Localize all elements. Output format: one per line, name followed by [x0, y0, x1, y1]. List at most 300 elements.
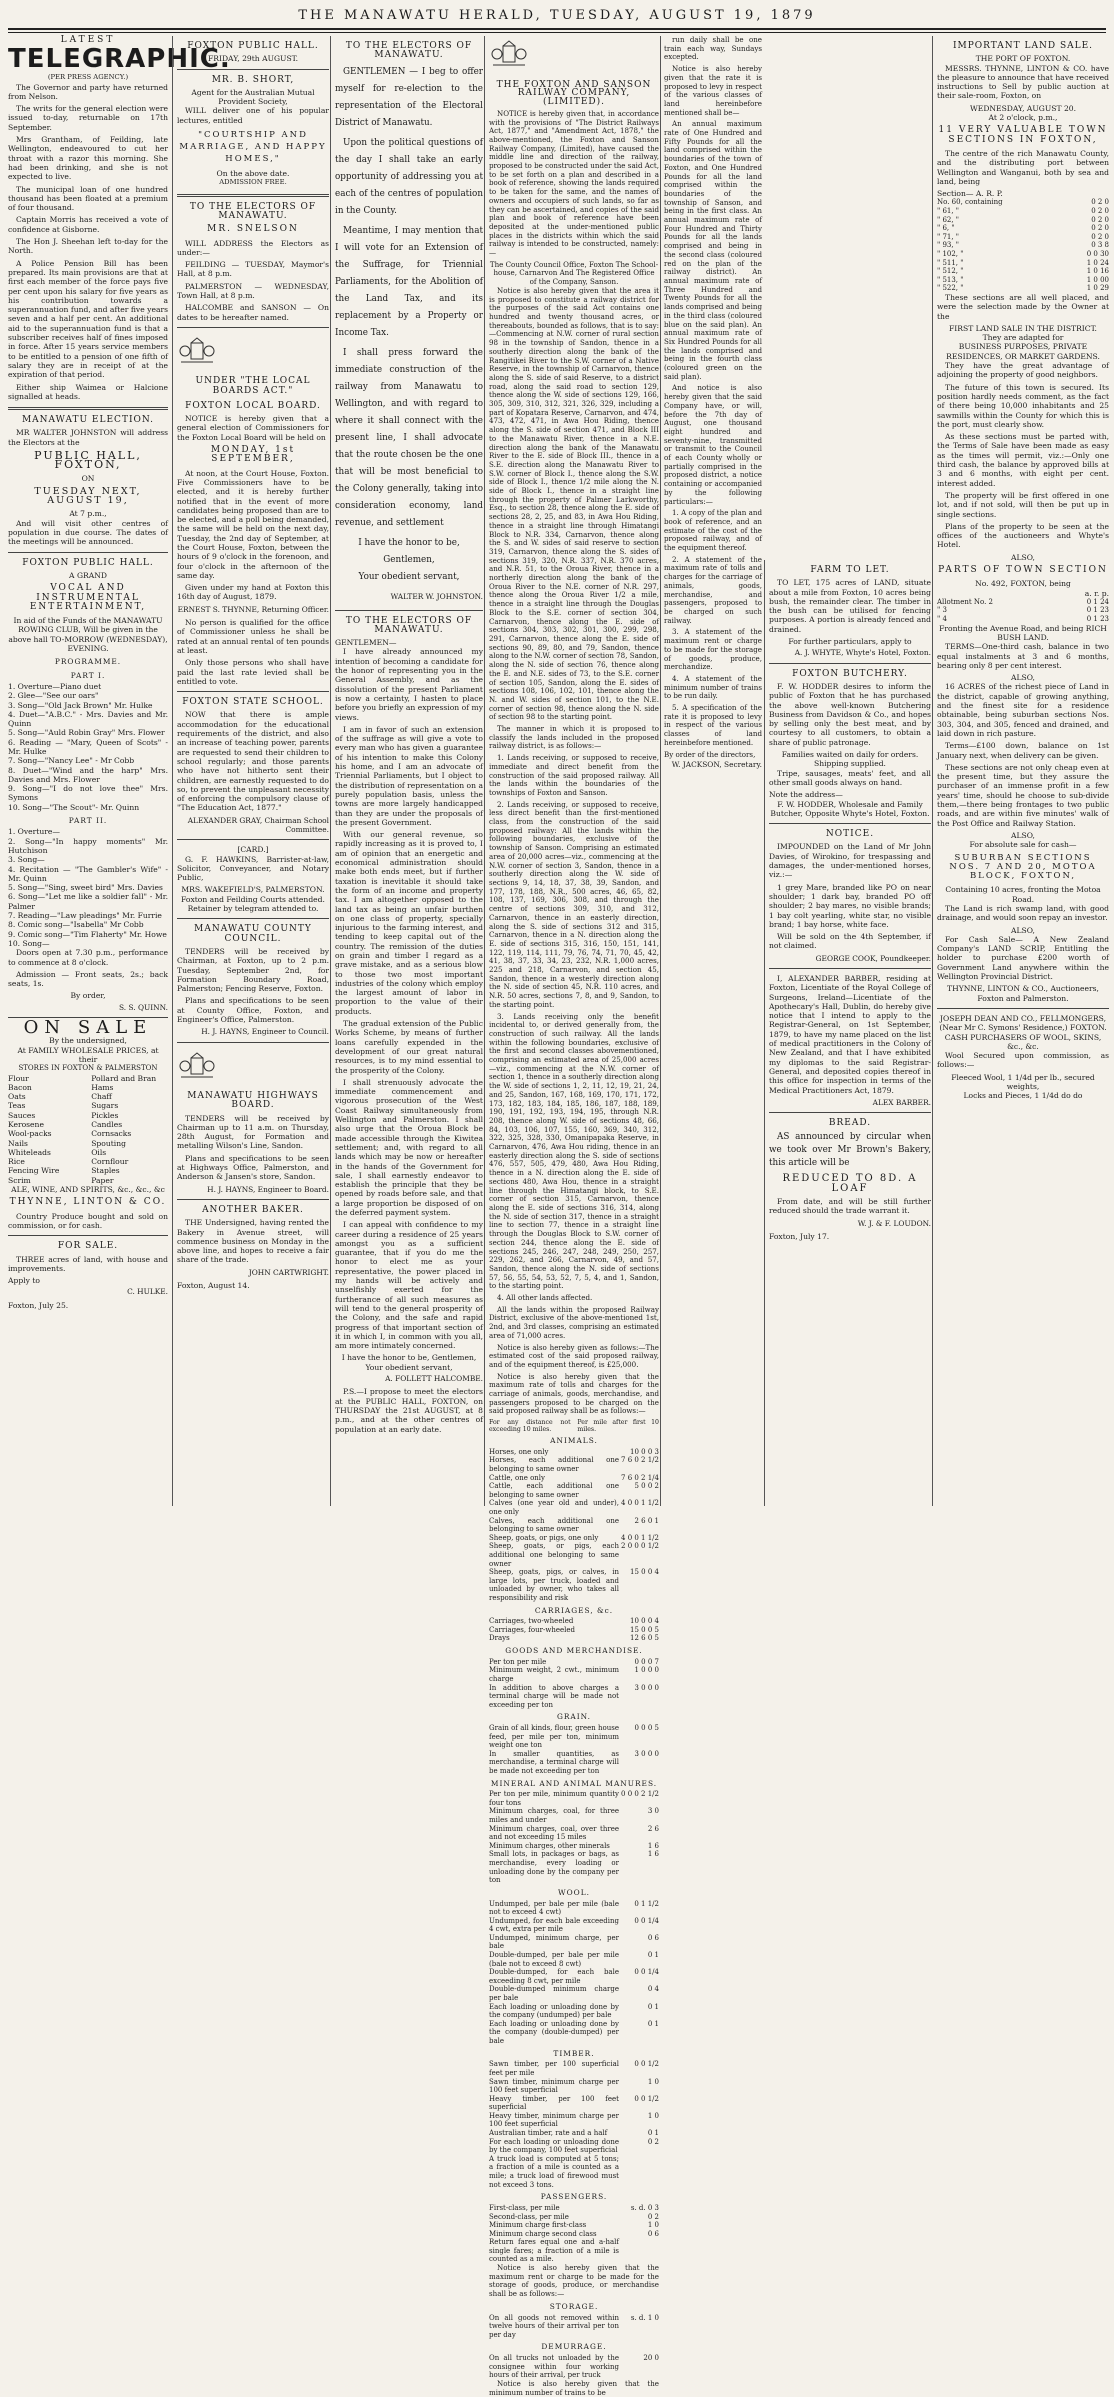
rate-value: 0 0 0 5 [634, 1724, 659, 1733]
rate-value: 0 0 1/4 [634, 1916, 659, 1925]
programme-item: 5. Song—"Sing, sweet bird" Mrs. Davies [8, 883, 163, 893]
horses: 1 grey Mare, branded like PO on near shoulder; 1 dark bay, branded PO off shoulder; 2 bay mares, no visible brands; 1 bay colt yearling, white star, no visible brand; 1 bay horse, white face. [769, 882, 931, 929]
rate-value: 5 0 0 2 [634, 1482, 659, 1491]
business-purposes: BUSINESS PURPOSES, PRIVATE RESIDENCES, OR MARKET GARDENS. [946, 342, 1100, 361]
grain-table [489, 1724, 659, 1776]
rate-label: Per ton per mile, minimum quantity four tons [489, 1790, 619, 1807]
rate-label: Sheep, goats, or pigs, one only [489, 1533, 599, 1542]
concert-details: In aid of the Funds of the MANAWATU ROWING CLUB, Will be given in the above hall TO-MORROW (WEDNESDAY), EVENING. [8, 616, 168, 654]
swamp-land: The Land is rich swamp land, with good drainage, and would soon repay an investor. [937, 903, 1109, 923]
rate-label: " 93, " [937, 241, 960, 250]
rate-row [489, 1917, 659, 1934]
signature-gray: ALEXANDER GRAY, Chairman School Committee. [187, 815, 329, 834]
rate-label: " 61, " [937, 207, 960, 216]
electors-heading-johnston: TO THE ELECTORS OF MANAWATU. [345, 41, 473, 61]
rate-label: Minimum charges, other minerals [489, 1841, 610, 1850]
rate-row [489, 2112, 659, 2129]
letter-paragraph: Upon the political questions of the day I shall take an early opportunity of addressing you at each of the centres of population in the County. [335, 137, 483, 216]
rate-value: 1 0 [647, 2221, 659, 2230]
rate-row [489, 1807, 659, 1824]
programme-item: 7. Reading—"Law pleadings" Mr. Furrie [8, 911, 162, 921]
suburban-sections: SUBURBAN SECTIONS NOS. 7 AND 20, MOTOA BLOCK, FOXTON, [949, 852, 1097, 882]
rate-value: 0 1 24 [1086, 597, 1109, 606]
rate-row [937, 284, 1109, 293]
goods-row [8, 1120, 168, 1129]
election-time: At 7 p.m., [69, 509, 107, 519]
goods-item: Kerosene [8, 1119, 44, 1129]
letter-paragraph: I shall strenuously advocate the immediate commencement and vigorous prosecution of the West Coast Railway simultaneously from Wellington and Palmerston. I shall also urge that the Oroua Block be made accessible through the Kiwitea settlement; and, with regard to all lands which may be now or hereafter in the hands of the Government for sale, I shall earnestly endeavor to establish the principle that they be opened by roads before sale, and that a large proportion be disposed of on the deferred payment system. [335, 1077, 483, 1217]
will-deliver: WILL deliver one of his popular lectures, entitled [177, 106, 329, 125]
railway-route: Notice is also hereby given that the area it is proposed to constitute a railway district for the purposes of the said Act contains one hundred and twenty thousand acres, or thereabouts, bounded as follows, that is to say:—Commencing at N.W. corner of rural section 98 in the township of Sandon, thence in a southerly direction along the bank of the Rangitikei River to the S.W. corner of a Native Reserve, in the township of Carnarvon, thence along the S. side of said Reserve, to a district road, along the said road to section 129, thence along the W. side of sections 129, 166, 305, 309, 310, 312, 321, 326, 329, including a part of Kopatara Reserve, Carnarvon, and 474, 473, 472, 471, in Awa Hou Riding, thence along the S. side of section 471, and Block III to the Manawatu River, thence in a N.E. direction along the bank of the Manawatu River to the E. side of Block III., thence in a S.E. direction along the Manawatu River to S.W. corner of Block I., thence along the S.W. side of Block I., thence 1/2 mile along the N. side of Block I., thence in a straight line through the property of Palmer Larkworthy, Esq., to section 28, thence along the E. side of sections 28, 2, 25, and 83, in Awa Hou Riding, thence in a straight line through Himatangi Block to N.R. 334, Carnarvon, thence along the S. and W. sides of said reserve to section 319, Carnarvon, thence along the S. sides of sections 319, 320, N.R. 337, N.R. 370 acres, and N.R. 51, to the Oroua River, thence in a northerly direction along the bank of the Oroua River to the N.E. corner of N.R. 297, thence along the Oroua River 1/2 a mile, thence in a straight line through the Douglas Block to the S.E. corner of section 304, Carnarvon, thence along the E. side of sections 304, 303, 302, 301, 300, 299, 298, 291, Carnarvon, thence along the E. side of sections 90, 89, 80, and 79, Sandon, thence along to the N.W. corner of section 78, Sandon, along the N. side of section 76, thence along the E. and N.E. sides of 73, to the S.E. corner of section 105, Sandon, along the E. sides of sections 108, 106, 102, 101, thence along the N. and W. sides of section 101, to the N.E. corner of section 98, thence along the N. side of section 98 to the starting point. [489, 285, 660, 722]
absolute-sale: For absolute sale for cash— [969, 840, 1077, 850]
programme-item: 2. Song—"In happy moments" Mr. Hutchison [8, 836, 168, 855]
rate-label: Minimum weight, 2 cwt., minimum charge [489, 1666, 619, 1683]
rate-label: Cattle, one only [489, 1473, 545, 1482]
hall-heading: FOXTON PUBLIC HALL. [22, 557, 154, 568]
programme-item: 5. Song—"Auld Robin Gray" Mrs. Flower [8, 728, 165, 738]
divider [177, 918, 329, 919]
letter-paragraph: I am in favor of such an extension of the suffrage as will give a vote to every man who has given a guarantee of his intention to make this Colony his home, and I am an advocate of Triennial Parliaments, but I object to the distribution of representation on a purely population basis, unless the towns are more largely handicapped than they are under the proposals of the present Government. [335, 724, 483, 827]
rate-value: 0 1 [647, 2019, 659, 2028]
rate-label: Undumped, per bale per mile (bale not to exceed 4 cwt) [489, 1899, 619, 1917]
rate-value: 2 0 0 0 1/2 [621, 1542, 659, 1551]
rate-label: In addition to above charges a terminal charge will be made not exceeding per ton [489, 1683, 619, 1709]
goods-item: Flour [8, 1073, 29, 1083]
rate-label: " 4 [937, 615, 947, 624]
letter-paragraph: GENTLEMEN — I beg to offer myself for re-election to the representation of the Electoral District of Manawatu. [335, 66, 483, 128]
parts-of-town: PARTS OF TOWN SECTION [938, 565, 1108, 575]
rate-label: Sheep, goats, or pigs, each additional one belonging to same owner [489, 1542, 619, 1568]
impounded: IMPOUNDED on the Land of Mr John Davies, of Wirokino, for trespassing and damages, the under-mentioned horses, viz.:— [769, 842, 931, 880]
board-notice: NOTICE is hereby given that a general election of Commissioners for the Foxton Local Board will be held on [177, 414, 329, 442]
rate-row [937, 267, 1109, 276]
rate-row [489, 1482, 659, 1499]
county-council-heading: MANAWATU COUNTY COUNCIL. [194, 924, 312, 944]
news-item: The municipal loan of one hundred thousand has been floated at a premium of four thousand. [8, 184, 168, 213]
electors-heading-halcombe: TO THE ELECTORS OF MANAWATU. [345, 615, 473, 635]
rate-label: On all goods not removed within twelve hours of their arrival per ton per day [489, 2313, 619, 2339]
fronting: Fronting the Avenue Road, and being RICH BUSH LAND. [939, 623, 1107, 642]
rate-value: 0 2 0 [1091, 215, 1109, 224]
divider [769, 1112, 931, 1113]
part-1-list [8, 682, 168, 812]
servant: Your obedient servant, [358, 571, 460, 582]
rate-row [489, 2138, 659, 2155]
rate-row [489, 2003, 659, 2020]
rate-value: 0 2 0 [1091, 224, 1109, 233]
goods-item: Staples [91, 1166, 120, 1176]
goods-row [8, 1166, 168, 1175]
rate-value: 10 0 0 4 [630, 1617, 659, 1626]
signature-hayns: H. J. HAYNS, Engineer to Council. [201, 1027, 329, 1037]
sale-body: MESSRS. THYNNE, LINTON & CO. have the pleasure to announce that have received instructions to Sell by public auction at their sale-room, Foxton, on [937, 63, 1109, 101]
rate-value: 0 1 [647, 2129, 659, 2138]
part-2-heading: PART II. [68, 816, 108, 826]
goods-item: Hams [91, 1082, 114, 1092]
rate-value: 4 0 0 1 1/2 [621, 1533, 659, 1542]
short-name: MR. B. SHORT, [211, 74, 295, 85]
plans-council: Plans and specifications to be seen at County Office, Foxton, and Engineer's Office, Palmerston. [177, 996, 329, 1025]
rate-label: Each loading or unloading done by the company (double-dumped) per bale [489, 2019, 619, 2046]
rate-label: " 511, " [937, 258, 964, 267]
rate-value: 1 0 [647, 2077, 659, 2086]
rate-value: 1 6 [647, 1850, 659, 1859]
also-2: ALSO, [1011, 673, 1035, 683]
goods-row [8, 1092, 168, 1101]
rate-label: Minimum charges, coal, for three miles and under [489, 1807, 619, 1825]
rate-row [489, 1934, 659, 1951]
rate-label: Sheep, goats, pigs, or calves, in large lots, per truck, loaded and unloaded by owner, who takes all responsibility and risk [489, 1568, 619, 1602]
rate-label: First-class, per mile [489, 2203, 560, 2212]
tripe: Tripe, sausages, meats' feet, and all other small goods always on hand. [769, 768, 931, 787]
rate-label: In smaller quantities, as merchandise, a terminal charge will be made not exceeding per ton [489, 1749, 619, 1775]
rate-row [489, 1985, 659, 2002]
goods-item: Oats [8, 1092, 26, 1102]
rate-value: 3 0 [647, 1807, 659, 1816]
goods-item: Cornflour [91, 1157, 129, 1167]
rate-value: 0 0 1/2 [634, 2094, 659, 2103]
courts-attended: Foxton and Feilding Courts attended. [181, 894, 325, 904]
carriages-table [489, 1617, 659, 1643]
rate-label: Second-class, per mile [489, 2212, 569, 2221]
butchery-heading: FOXTON BUTCHERY. [792, 668, 908, 679]
rate-row [489, 1658, 659, 1667]
at-two: At 2 o'clock, p.m., [988, 113, 1058, 123]
divider [769, 968, 931, 969]
divider [177, 1199, 329, 1200]
latest-label: LATEST [60, 35, 116, 45]
rate-row [489, 2354, 659, 2380]
signature-barber: ALEX BARBER. [872, 1097, 931, 1107]
wednesday: WEDNESDAY, AUGUST 20. [969, 103, 1077, 113]
foxton-date: Foxton, July 25. [8, 1300, 69, 1310]
rate-row [937, 216, 1109, 225]
ale-wine: ALE, WINE, AND SPIRITS, &c., &c., &c [11, 1185, 165, 1195]
rate-label: Carriages, four-wheeled [489, 1625, 575, 1634]
friday: FRIDAY, 29th AUGUST. [207, 54, 299, 64]
rate-row [489, 1900, 659, 1917]
signature-hulke: C. HULKE. [127, 1287, 168, 1297]
future: The future of this town is secured. Its position hardly needs comment, as the fact of there being 10,000 inhabitants and 25 sawmills within the County for which this is the port, must clearly show. [937, 382, 1109, 429]
telegraphic-heading: TELEGRAPHIC. [8, 44, 231, 75]
divider [177, 327, 329, 328]
terms-of-sale: As these sections must be parted with, the Terms of Sale have been made as easy as the times will permit, viz.:—Only one third cash, the balance by approved bills at 3 and 6 months, with eight per cent. interest added. [937, 432, 1109, 488]
rate-row [489, 2095, 659, 2112]
doors-open: Doors open at 7.30 p.m., performance to commence at 8 o'clock. [8, 948, 168, 967]
signature-cook: GEORGE COOK, Poundkeeper. [815, 953, 931, 963]
signature-johnston: WALTER W. JOHNSTON. [390, 591, 483, 601]
royal-crest-icon [489, 40, 529, 68]
rate-label: Cattle, each additional one belonging to same owner [489, 1482, 619, 1499]
by-order-directors: By order of the directors, [664, 749, 756, 759]
undersigned: By the undersigned, [49, 1036, 127, 1046]
no-492: No. 492, FOXTON, being [975, 579, 1071, 589]
rate-value: 1 0 0 0 [634, 1666, 659, 1675]
news-item: The Governor and party have returned from Nelson. [8, 82, 168, 101]
rate-row [937, 598, 1109, 607]
rate-value: 1 0 16 [1086, 267, 1109, 276]
rate-label: Carriages, two-wheeled [489, 1617, 574, 1626]
letter-paragraph: I shall press forward the immediate construction of the railway from Manawatu to Wellington, and with regard to where it shall connect with the present line, I shall advocate that the route chosen be the one that will be most beneficial to the Colony generally, taking into consideration economy, land revenue, and settlement [335, 347, 483, 528]
bread-heading: BREAD. [828, 1118, 872, 1129]
bread-date: From date, and will be still further reduced should the trade warrant it. [769, 1197, 931, 1216]
land-scrip: For Cash Sale— A New Zealand Company's LAND SCRIP, Entitling the holder to purchase £200 worth of Government Land anywhere within the Wellington Provincial District. [937, 934, 1109, 982]
rate-row [489, 2078, 659, 2095]
bread-reduced: REDUCED TO 8D. A LOAF [782, 1173, 918, 1194]
toll-header-a: For any distance not exceeding 10 miles. [489, 1419, 571, 1434]
rate-value: 0 2 0 [1091, 198, 1109, 207]
thynne-linton: THYNNE, LINTON & CO. [9, 1197, 167, 1208]
rate-row [937, 259, 1109, 268]
rate-row [937, 276, 1109, 285]
rate-label: Minimum charge first-class [489, 2221, 587, 2230]
rate-row [489, 2060, 659, 2077]
rate-body: An annual maximum rate of One Hundred and Fifty Pounds for all the land comprised within the boundaries of the town of Foxton, and One Hundred Pounds for all the land comprised within the boundaries of the township of Sanson, and being in the first class. An annual maximum rate of Four Hundred and Thirty Pounds for all the lands comprised and being in the second class (coloured red on the plan of the railway district). An annual maximum rate of Three Hundred and Twenty Pounds for all the lands comprised and being in the third class (coloured blue on the said plan). An annual maximum rate of Six Hundred Pounds for all the lands comprised and being in the fourth class (coloured green on the said plan). [664, 119, 762, 381]
boards-act: UNDER "THE LOCAL BOARDS ACT." [195, 376, 311, 396]
on-date: On the above date. [216, 169, 290, 179]
goods-item: Bacon [8, 1082, 32, 1092]
news-item: A Police Pension Bill has been prepared. Its main provisions are that at first each member of the force pays five per cent upon his salary for five years as his contribution towards a superannuation fund, and after five years seven and a half per cent. An additional aid to the superannuation fund is that a subscriber receives half of fines imposed in force. After 15 years service members to be entitled to a pension of one fifth of salary they are in receipt of at the expiration of that period. [8, 258, 168, 380]
hodder-signature: F. W. HODDER, Wholesale and Family Butcher, Opposite Whyte's Hotel, Foxton. [770, 799, 930, 818]
meeting-item: HALCOMBE and SANSON — On dates to be hereafter named. [177, 303, 329, 322]
rate-value: 3 0 0 0 [634, 1683, 659, 1692]
divider [177, 194, 329, 197]
rate-row [489, 1825, 659, 1842]
goods-row [8, 1101, 168, 1110]
class-4: 4. All other lands affected. [497, 1293, 593, 1303]
rate-row [937, 224, 1109, 233]
animals-heading: ANIMALS. [550, 1436, 598, 1446]
wool-table [489, 1900, 659, 2046]
rate-value: 15 0 0 5 [630, 1625, 659, 1634]
news-item: The writs for the general election were issued to-day, returnable on 17th September. [8, 104, 168, 132]
royal-crest-icon [177, 337, 217, 365]
news-item: Mrs Grantham, of Feilding, late Wellington, endeavoured to cut her throat with a razor this morning. She had been drinking, and she is not expected to live. [8, 135, 168, 182]
section-header: Section— A. R. P. [937, 189, 1003, 199]
goods-row [8, 1129, 168, 1138]
timber-table [489, 2060, 659, 2189]
rate-value: 12 6 0 5 [630, 1634, 659, 1643]
rate-row [489, 2213, 659, 2222]
rate-value: 1 0 00 [1086, 275, 1109, 284]
rate-row [489, 2129, 659, 2138]
wool-heading: WOOL. [558, 1887, 590, 1897]
first-land-sale: FIRST LAND SALE IN THE DISTRICT. [949, 323, 1097, 333]
rate-value: 0 6 [647, 2229, 659, 2238]
rate-value: 0 3 8 [1091, 241, 1109, 250]
programme-heading: PROGRAMME. [54, 657, 122, 667]
election-on: ON [81, 473, 95, 483]
rate-row [937, 615, 1109, 624]
masthead-rule-thin [8, 32, 1106, 33]
rate-label: " 522, " [937, 284, 964, 293]
column-3 [330, 36, 487, 1506]
rate-row [489, 1951, 659, 1968]
rate-value: 0 2 [647, 2212, 659, 2221]
divider [335, 610, 483, 611]
eleven-sections: 11 VERY VALUABLE TOWN SECTIONS IN FOXTON, [938, 125, 1108, 145]
rate-row [489, 1448, 659, 1457]
goods-row [8, 1176, 168, 1185]
families: Families waited on daily for orders. [781, 750, 919, 760]
retainer: Retainer by telegram attended to. [187, 904, 319, 914]
railway-notice: NOTICE is hereby given that, in accordance with the provisions of "The District Railways Act, 1877," and "Amendment Act, 1878," the above-mentioned, the Foxton and Sanson Railway Company, (Limited), have caused the middle line and direction of the railway, proposed to be constructed under the said Act, to be set forth on a plan and described in a book of reference, showing the lands required to be taken for the same, and the names of owners and occupiers of such lands, so far as they can be ascertained, and copies of the said plan and book of reference have been deposited at the under-mentioned public places in the districts within which the said railway is intended to be constructed, namely:— [489, 108, 659, 258]
goods-item: Spouting [91, 1138, 126, 1148]
rate-row [937, 207, 1109, 216]
concert-title: VOCAL AND INSTRUMENTAL ENTERTAINMENT, [29, 583, 147, 612]
goods-table [489, 1658, 659, 1710]
farm-apply: For further particulars, apply to [788, 637, 912, 647]
rate-value: 7 6 0 2 1/4 [621, 1473, 659, 1482]
divider [8, 1235, 168, 1236]
goods-item: Scrim [8, 1175, 31, 1185]
rate-row [489, 1634, 659, 1643]
goods-item: Sauces [8, 1110, 36, 1120]
class-4-body: All the lands within the proposed Railway District, exclusive of the above-mentioned 1st, 2nd, and 3rd classes, comprising an estimated area of 71,000 acres. [489, 1304, 659, 1340]
signature-hayns-board: H. J. HAYNS, Engineer to Board. [207, 1184, 329, 1194]
divider [769, 823, 931, 824]
owners-notice: And notice is also hereby given that the said Company have, or will, before the 7th day of August, one thousand eight hundred and seventy-nine, transmitted or transmit to the Council of each County wholly or partially comprised in the proposed district, a notice containing or accompanied by the following particulars:— [664, 383, 762, 506]
column-5 [660, 36, 765, 1506]
demurrage-table [489, 2354, 659, 2380]
rate-label: Allotment No. 2 [937, 597, 994, 606]
letter-paragraph: I can appeal with confidence to my career during a residence of 25 years amongst you as a sufficient guarantee, that if you do me the honor to elect me as your representative, the power placed in my hands will be actively and unselfishly exerted for the furtherance of all such measures as will tend to the general prosperity of the Colony, and the safe and rapid progress of that important section of it in which I, in common with you all, am more intimately concerned. [335, 1220, 483, 1351]
offered: The property will be first offered in one lot, and if not sold, will then be put up in single sections. [937, 490, 1109, 519]
rate-label: " 102, " [937, 250, 964, 259]
rate-label: Double-dumped minimum charge per bale [489, 1985, 619, 2003]
rate-value: s. d. 1 0 [630, 2313, 659, 2322]
programme-item: 8. Comic song—"Isabella" Mr Cobb [8, 920, 144, 930]
rate-value: 0 0 1/4 [634, 1968, 659, 1977]
goods-row [8, 1083, 168, 1092]
goods-item: Pollard and Bran [91, 1073, 157, 1083]
rate-value: 0 0 1/2 [634, 2060, 659, 2069]
passengers-table [489, 2204, 659, 2264]
rate-value: 0 1 [647, 1951, 659, 1960]
letter-paragraph: Meantime, I may mention that I will vote for an Extension of the Suffrage, for Triennial Parliaments, for the Abolition of the Land Tax, and its replacement by a Property or Income Tax. [335, 225, 483, 338]
rate-value: 0 6 [647, 1933, 659, 1942]
divider [177, 691, 329, 692]
election-place: PUBLIC HALL, FOXTON, [34, 448, 142, 472]
masthead-rule [8, 28, 1106, 30]
rate-label: Heavy timber, minimum charge per 100 feet superficial [489, 2111, 619, 2129]
rate-value: 15 0 0 4 [630, 1568, 659, 1577]
particular-item: 2. A statement of the maximum rate of tolls and charges for the carriage of animals, goods, merchandise, and passengers, proposed to be charged on such railway. [664, 554, 762, 625]
programme-item: 7. Song—"Nancy Lee" - Mr Cobb [8, 756, 135, 766]
column-2 [172, 36, 333, 1506]
board-notice-2: At noon, at the Court House, Foxton. Five Commissioners have to be elected, and it is hereby further notified that in the event of more candidates being proposed than are to be elected, and a poll being demanded, the same will be held on the next day, Tuesday, the 2nd day of September, at the Court House, Foxton, between the hours of 9 o'clock in the forenoon, and four o'clock in the afternoon of the same day. [177, 468, 329, 580]
rate-value: 0 0 0 2 1/2 [621, 1790, 659, 1799]
rate-row [937, 241, 1109, 250]
rate-label: For each loading or unloading done by the company, 100 feet superficial [489, 2137, 619, 2155]
rate-label: A truck load is computed at 5 tons; a fraction of a mile is counted as a mile; a truck load of firewood must not exceed 3 tons. [489, 2154, 619, 2189]
placed: These sections are all well placed, and were the selection made by the Owner at the [937, 292, 1109, 321]
rate-row [489, 1968, 659, 1985]
goods-list [8, 1074, 168, 1186]
rate-row [489, 1568, 659, 1602]
rate-label: " 3 [937, 606, 947, 615]
rate-label: " 512, " [937, 267, 964, 276]
programme-item: 1. Overture—Piano duet [8, 681, 102, 691]
programme-item: 2. Glee—"See our oars" [8, 691, 99, 701]
letter-paragraph: I have already announced my intention of becoming a candidate for the honor of representing you in the General Assembly, and as the dissolution of the present Parliament is now a certainty, I hasten to place before you briefly an expression of my views. [335, 647, 483, 722]
storage-table [489, 2314, 659, 2340]
rates-paid: Only those persons who shall have paid the last rate levied shall be entitled to vote. [177, 658, 329, 686]
important-land-sale: IMPORTANT LAND SALE. [952, 41, 1094, 51]
programme-item: 10. Song— [8, 938, 50, 948]
column-7 [932, 36, 1113, 1506]
farm-body: TO LET, 175 acres of LAND, situate about a mile from Foxton, 10 acres being bush, the remainder clear. The timber in the bush can be utilised for fencing purposes. A portion is already fenced and drained. [769, 578, 931, 634]
goods-item: Pickles [91, 1110, 119, 1120]
rate-row [489, 1724, 659, 1750]
storage-heading: STORAGE. [549, 2301, 599, 2311]
press-agency: (PER PRESS AGENCY.) [47, 73, 129, 82]
rate-row [489, 2221, 659, 2230]
goods-item: Wool-packs [8, 1129, 52, 1139]
signature-jackson: W. JACKSON, Secretary. [671, 760, 762, 770]
rate-label: " 71, " [937, 232, 960, 241]
for-sale-heading: FOR SALE. [57, 1241, 119, 1252]
meeting-item: PALMERSTON — WEDNESDAY, Town Hall, at 8 p.m. [177, 281, 329, 301]
allotment-header: a. r. p. [1084, 588, 1109, 598]
storage-notice: Notice is also hereby given that the maximum rent or charge to be made for the storage of goods, produce, or merchandise shall be as follows:— [489, 2263, 659, 2299]
goods-item: Whiteleads [8, 1147, 51, 1157]
rate-value: 1 0 29 [1086, 284, 1109, 293]
goods-item: Chaff [91, 1092, 112, 1102]
rate-row [489, 1617, 659, 1626]
royal-crest-icon [177, 1052, 217, 1080]
rate-row [489, 2020, 659, 2046]
toll-column-headers [489, 1419, 659, 1433]
goods-item: Cornsacks [91, 1129, 132, 1139]
rate-label: Minimum charge second class [489, 2229, 597, 2238]
these-sections: These sections are not only cheap even at the present time, but they assure the purchaser of an immense profit in a few years' time, should he choose to sub-divide them,—there being frontages to two public roads, and are within five minutes' walk of the Post Office and Railway Station. [937, 762, 1109, 828]
rate-value: 2 6 0 1 [634, 1516, 659, 1525]
programme-item: 10. Song—"The Scout"- Mr. Quinn [8, 802, 140, 812]
local-board-heading: FOXTON LOCAL BOARD. [185, 400, 321, 411]
divider [769, 663, 931, 664]
rate-value: 0 4 [647, 1985, 659, 1994]
meeting-item: FEILDING — TUESDAY, Maymor's Hall, at 8 p.m. [177, 260, 329, 279]
programme-item: 6. Song—"Let me like a soldier fall" - Mr. Palmer [8, 892, 168, 911]
prices: At FAMILY WHOLESALE PRICES, at their [17, 1045, 159, 1064]
concert-grand: A GRAND [69, 570, 107, 580]
news-item: The Hon J. Sheehan left to-day for the North. [8, 237, 168, 256]
rate-row [489, 1842, 659, 1851]
rate-value: 1 6 [647, 1841, 659, 1850]
election-heading: MANAWATU ELECTION. [21, 415, 155, 426]
carriages-heading: CARRIAGES, &c. [534, 1605, 614, 1615]
grain-heading: GRAIN. [556, 1712, 592, 1722]
advantage: They have the great advantage of adjoining the property of good neighbors. [937, 361, 1109, 380]
centre-county: The centre of the rich Manawatu County, and the distributing port between Wellington and Wanganui, both by sea and land, being [937, 148, 1109, 186]
rate-value: 0 0 30 [1086, 250, 1109, 259]
rate-value: 20 0 [643, 2354, 659, 2363]
goods-row [8, 1111, 168, 1120]
goods-item: Candles [91, 1119, 123, 1129]
programme-item: 6. Reading — "Mary, Queen of Scots" - Mr. Hulke [8, 737, 168, 756]
goods-row [8, 1074, 168, 1083]
sixteen-acres: 16 ACRES of the richest piece of Land in the district, capable of growing anything, and the finest site for a residence obtainable, being suburban sections Nos. 303, 304, and 305, fenced and drained, and laid down in rich pasture. [937, 682, 1109, 738]
rate-value: 10 0 0 3 [630, 1447, 659, 1456]
rate-notice: Notice is also hereby given that the rate it is proposed to levy in respect of the various classes of land hereinbefore mentioned shall be— [664, 64, 762, 117]
baker-body: THE Undersigned, having rented the Bakery in Avenue street, will commence business on Monday in the above line, and hopes to receive a fair share of the trade. [177, 1218, 329, 1265]
rate-row [489, 1790, 659, 1807]
class-1: 1. Lands receiving, or supposed to receive, immediate and direct benefit from the construction of the said proposed railway. All the lands within the boundaries of the townships of Foxton and Sanson. [489, 753, 659, 797]
rate-value [619, 2238, 659, 2264]
gentlemen-2: GENTLEMEN— [335, 638, 397, 648]
rate-value: 0 2 [647, 2137, 659, 2146]
